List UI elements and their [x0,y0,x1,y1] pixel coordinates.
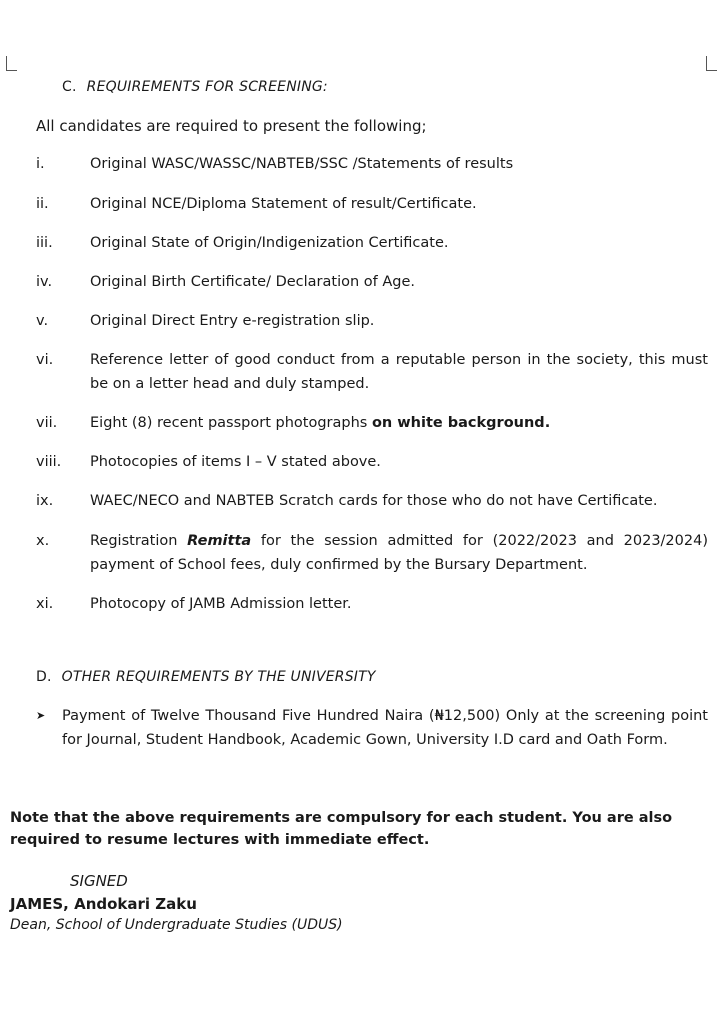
section-c-intro: All candidates are required to present the following; [36,117,427,135]
item-text: Original NCE/Diploma Statement of result/Certificate. [90,196,477,212]
item-text: Original State of Origin/Indigenization Certificate. [90,235,449,251]
item-text: Photocopies of items I – V stated above. [90,454,381,470]
section-c-letter: C. [62,79,77,95]
item-text-part: Registration [90,533,178,549]
item-text: Original Direct Entry e-registration slip. [90,313,375,329]
section-c-heading [62,79,328,95]
signer-title: Dean, School of Undergraduate Studies (UDUS) [10,917,343,933]
item-text-part: for the session admitted for (2022/2023 and 2023/2024) payment of School fees, duly confirmed by the Bursary Department. [90,533,708,573]
compulsory-note: Note that the above requirements are compulsory for each student. You are also required to resume lectures with immediate effect. [10,810,673,848]
signed-label: SIGNED [70,872,128,890]
item-text: Reference letter of good conduct from a reputable person in the society, this must be on a letter head and duly stamped. [90,352,708,392]
item-number: v. [36,313,49,329]
item-text-part: Eight (8) recent passport photographs [90,415,368,431]
item-text: Original Birth Certificate/ Declaration of Age. [90,274,416,290]
item-number: i. [36,156,45,172]
bullet-text: Payment of Twelve Thousand Five Hundred Naira (₦12,500) Only at the screening point for Journal, Student Handbook, Academic Gown, University I.D card and Oath Form. [62,708,708,748]
item-number: x. [36,533,50,549]
item-number: xi. [36,596,54,612]
item-text: WAEC/NECO and NABTEB Scratch cards for those who do not have Certificate. [90,493,658,509]
page-corner-mark-right [706,56,717,71]
signer-name: JAMES, Andokari Zaku [10,895,197,913]
section-d-letter: D. [36,669,52,685]
page-corner-mark-left [6,56,17,71]
item-number: vi. [36,352,54,368]
section-d-title: OTHER REQUIREMENTS BY THE UNIVERSITY [61,669,376,685]
item-number: vii. [36,415,58,431]
item-number: ix. [36,493,54,509]
item-text [90,529,708,577]
item-number: iii. [36,235,53,251]
item-number: viii. [36,454,62,470]
item-number: iv. [36,274,53,290]
item-text-emphasis: on white background. [371,415,551,431]
section-d-heading [36,669,376,685]
bullet-arrow-icon: ➤ [36,709,46,722]
item-text-emphasis: Remitta [187,533,252,549]
item-text: Photocopy of JAMB Admission letter. [90,596,352,612]
item-number: ii. [36,196,49,212]
item-text: Original WASC/WASSC/NABTEB/SSC /Statements of results [90,156,514,172]
item-text [90,411,708,435]
section-c-title: REQUIREMENTS FOR SCREENING: [86,79,328,95]
